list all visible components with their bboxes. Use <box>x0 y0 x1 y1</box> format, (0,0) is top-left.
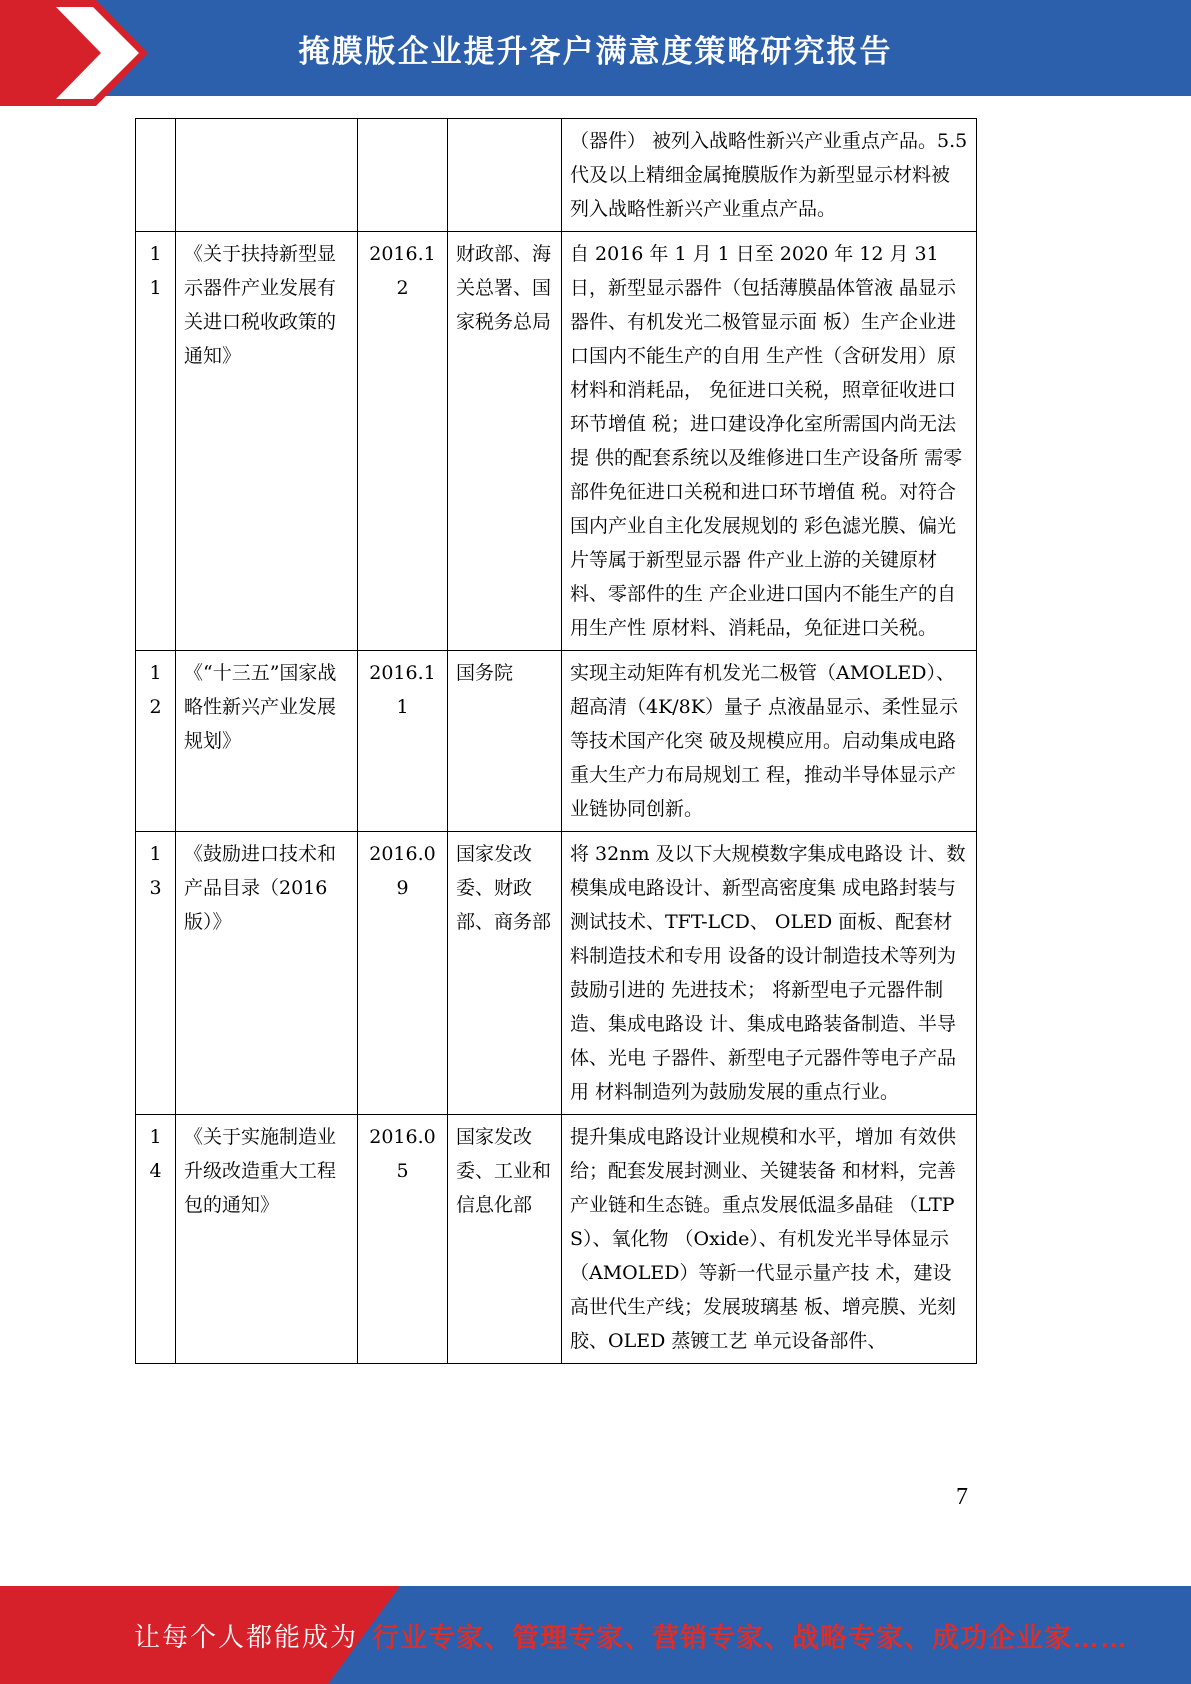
cell-no: 13 <box>136 832 176 1115</box>
cell-dept <box>448 119 562 232</box>
cell-name: 《关于实施制造业升级改造重大工程包的通知》 <box>176 1115 358 1364</box>
cell-date: 2016.05 <box>358 1115 448 1364</box>
table-row <box>136 1115 977 1364</box>
cell-dept: 国家发改委、工业和信息化部 <box>448 1115 562 1364</box>
cell-name <box>176 119 358 232</box>
table-row <box>136 832 977 1115</box>
cell-content: （器件） 被列入战略性新兴产业重点产品。5.5 代及以上精细金属掩膜版作为新型显示材料被列入战略性新兴产业重点产品。 <box>562 119 977 232</box>
cell-no: 12 <box>136 651 176 832</box>
cell-name: 《关于扶持新型显示器件产业发展有关进口税收政策的通知》 <box>176 232 358 651</box>
cell-name: 《鼓励进口技术和产品目录（2016 版）》 <box>176 832 358 1115</box>
page-number: 7 <box>956 1484 968 1510</box>
table-row <box>136 651 977 832</box>
cell-content: 自 2016 年 1 月 1 日至 2020 年 12 月 31 日，新型显示器件（包括薄膜晶体管液 晶显示器件、有机发光二极管显示面 板）生产企业进口国内不能生产的自用 生产性（含研发用）原材料和消耗品， 免征进口关税，照章征收进口环节增值 税；进口建设净化室所需国内尚无法提 供的配套系统以及维修进口生产设备所 需零部件免征进口关税和进口环节增值 税。对符合国内产业自主化发展规划的 彩色滤光膜、偏光片等属于新型显示器 件产业上游的关键原材料、零部件的生 产企业进口国内不能生产的自用生产性 原材料、消耗品，免征进口关税。 <box>562 232 977 651</box>
cell-dept: 国家发改委、财政部、商务部 <box>448 832 562 1115</box>
footer-slogan-left: 让每个人都能成为 <box>134 1621 359 1652</box>
cell-date: 2016.09 <box>358 832 448 1115</box>
cell-content: 提升集成电路设计业规模和水平，增加 有效供给；配套发展封测业、关键装备 和材料，完善产业链和生态链。重点发展低温多晶硅 （LTPS）、氧化物 （Oxide）、有机发光半导体显示 （AMOLED）等新一代显示量产技 术，建设高世代生产线；发展玻璃基 板、增亮膜、光刻胶、OLED 蒸镀工艺 单元设备部件、 <box>562 1115 977 1364</box>
cell-dept: 财政部、海关总署、国家税务总局 <box>448 232 562 651</box>
table-area <box>135 118 976 1364</box>
cell-content: 将 32nm 及以下大规模数字集成电路设 计、数模集成电路设计、新型高密度集 成电路封装与测试技术、TFT-LCD、 OLED 面板、配套材料制造技术和专用 设备的设计制造技术等列为鼓励引进的 先进技术； 将新型电子元器件制造、集成电路设 计、集成电路装备制造、半导体、光电 子器件、新型电子元器件等电子产品用 材料制造列为鼓励发展的重点行业。 <box>562 832 977 1115</box>
policy-table <box>135 118 977 1364</box>
cell-no: 14 <box>136 1115 176 1364</box>
cell-no: 11 <box>136 232 176 651</box>
cell-no <box>136 119 176 232</box>
cell-dept: 国务院 <box>448 651 562 832</box>
cell-content: 实现主动矩阵有机发光二极管（AMOLED）、超高清（4K/8K）量子 点液晶显示、柔性显示等技术国产化突 破及规模应用。启动集成电路重大生产力布局规划工 程，推动半导体显示产业链协同创新。 <box>562 651 977 832</box>
footer-banner <box>0 1586 1191 1684</box>
table-row <box>136 119 977 232</box>
cell-date: 2016.12 <box>358 232 448 651</box>
header-arrow-icon <box>0 0 152 106</box>
page-title: 掩膜版企业提升客户满意度策略研究报告 <box>298 33 893 69</box>
table-row <box>136 232 977 651</box>
cell-date: 2016.11 <box>358 651 448 832</box>
header-banner <box>0 0 1191 96</box>
footer-slogan-right: 行业专家、管理专家、营销专家、战略专家、成功企业家…… <box>372 1622 1128 1653</box>
cell-name: 《“十三五”国家战略性新兴产业发展规划》 <box>176 651 358 832</box>
cell-date <box>358 119 448 232</box>
